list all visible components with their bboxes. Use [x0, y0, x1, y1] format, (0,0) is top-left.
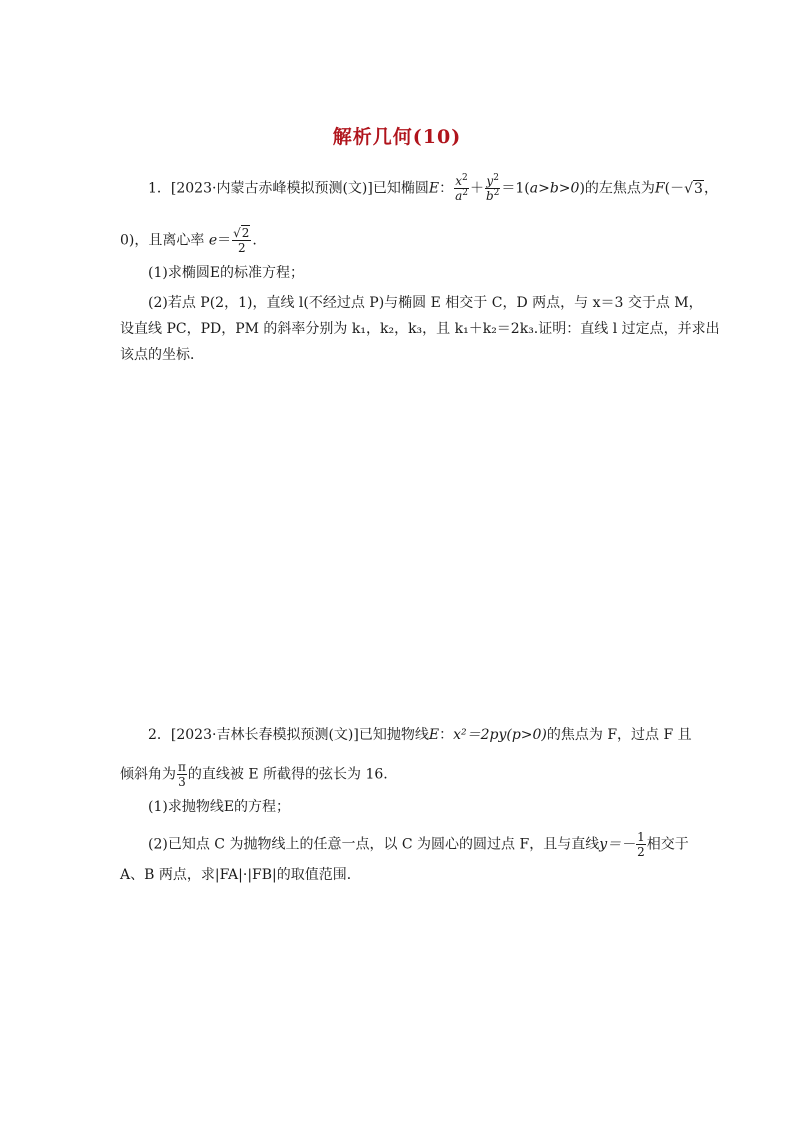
q2-equation: x²＝2py(p>0) — [453, 727, 547, 743]
q2-part2-line1 — [148, 830, 689, 859]
q2-angle-text: 倾斜角为 — [120, 766, 176, 783]
q2-frac-pi3: $\frac{\pi}{3}$ — [178, 760, 186, 789]
q1-line2 — [120, 226, 257, 255]
q1-eccentricity-text: 0)，且离心率 — [120, 232, 205, 249]
q1-part2-line3: 该点的坐标． — [120, 347, 204, 363]
q1-focus-open: (－ — [664, 180, 685, 197]
q1-intro-b: )的左焦点为 — [579, 180, 655, 197]
q1-part2-line1: (2)若点 P(2，1)，直线 l(不经过点 P)与椭圆 E 相交于 C，D 两点，与 x＝3 交于点 M， — [148, 295, 703, 311]
page-title: 解析几何(10) — [332, 126, 462, 148]
q1-focus-name: F — [654, 180, 665, 197]
q1-frac-x: $\frac{x^2}{a^2}$ — [455, 173, 468, 203]
q1-e-var: e — [208, 232, 218, 249]
q1-period: . — [252, 232, 257, 249]
q1-condition: a>b>0 — [529, 180, 580, 197]
q2-intro-b: 的焦点为 F，过点 F 且 — [546, 727, 692, 743]
q2-parabola-name: E — [428, 727, 440, 743]
q1-frac-eccentricity: $\frac{√2}{2}$ — [233, 226, 250, 255]
q2-chord-text: 的直线被 E 所截得的弦长为 16. — [187, 766, 388, 783]
q1-colon: ： — [439, 180, 454, 197]
q2-colon: ： — [439, 727, 454, 743]
q2-line1 — [148, 724, 692, 746]
q2-part2-line2: A、B 两点，求|FA|·|FB|的取值范围． — [120, 867, 361, 883]
q1-ellipse-name: E — [428, 180, 440, 197]
q2-part2-tail: 相交于 — [646, 836, 689, 853]
q2-frac-half: $\frac{1}{2}$ — [637, 830, 645, 859]
q1-part1: (1)求椭圆E的标准方程； — [148, 265, 305, 281]
q2-line-eq: y＝－ — [599, 836, 636, 853]
q1-sqrt3: √3 — [684, 180, 703, 197]
q2-intro: 2．[2023·吉林长春模拟预测(文)]已知抛物线 — [148, 727, 429, 743]
q1-intro: 1．[2023·内蒙古赤峰模拟预测(文)]已知椭圆 — [148, 180, 429, 197]
q1-part2-line2: 设直线 PC，PD，PM 的斜率分别为 k₁，k₂，k₃，且 k₁＋k₂＝2k₃.证明：直线 l 过定点，并求出 — [120, 321, 720, 337]
q1-eq-tail: ＝1( — [501, 180, 530, 197]
q2-part1: (1)求抛物线E的方程； — [148, 799, 291, 815]
q2-line2 — [120, 760, 388, 789]
q1-e-eq: ＝ — [217, 232, 232, 249]
q1-comma: ， — [703, 180, 718, 197]
q1-line1: 1．[2023·内蒙古赤峰模拟预测(文)]已知椭圆E： $\frac{x^2}{a^2}$ ＋ $\frac{y^2}{b^2}$ ＝1(a>b>0)的左焦点为F(－√3， — [148, 173, 718, 203]
q1-frac-y: $\frac{y^2}{b^2}$ — [485, 173, 500, 203]
q2-part2-text: (2)已知点 C 为抛物线上的任意一点，以 C 为圆心的圆过点 F，且与直线 — [148, 836, 600, 853]
